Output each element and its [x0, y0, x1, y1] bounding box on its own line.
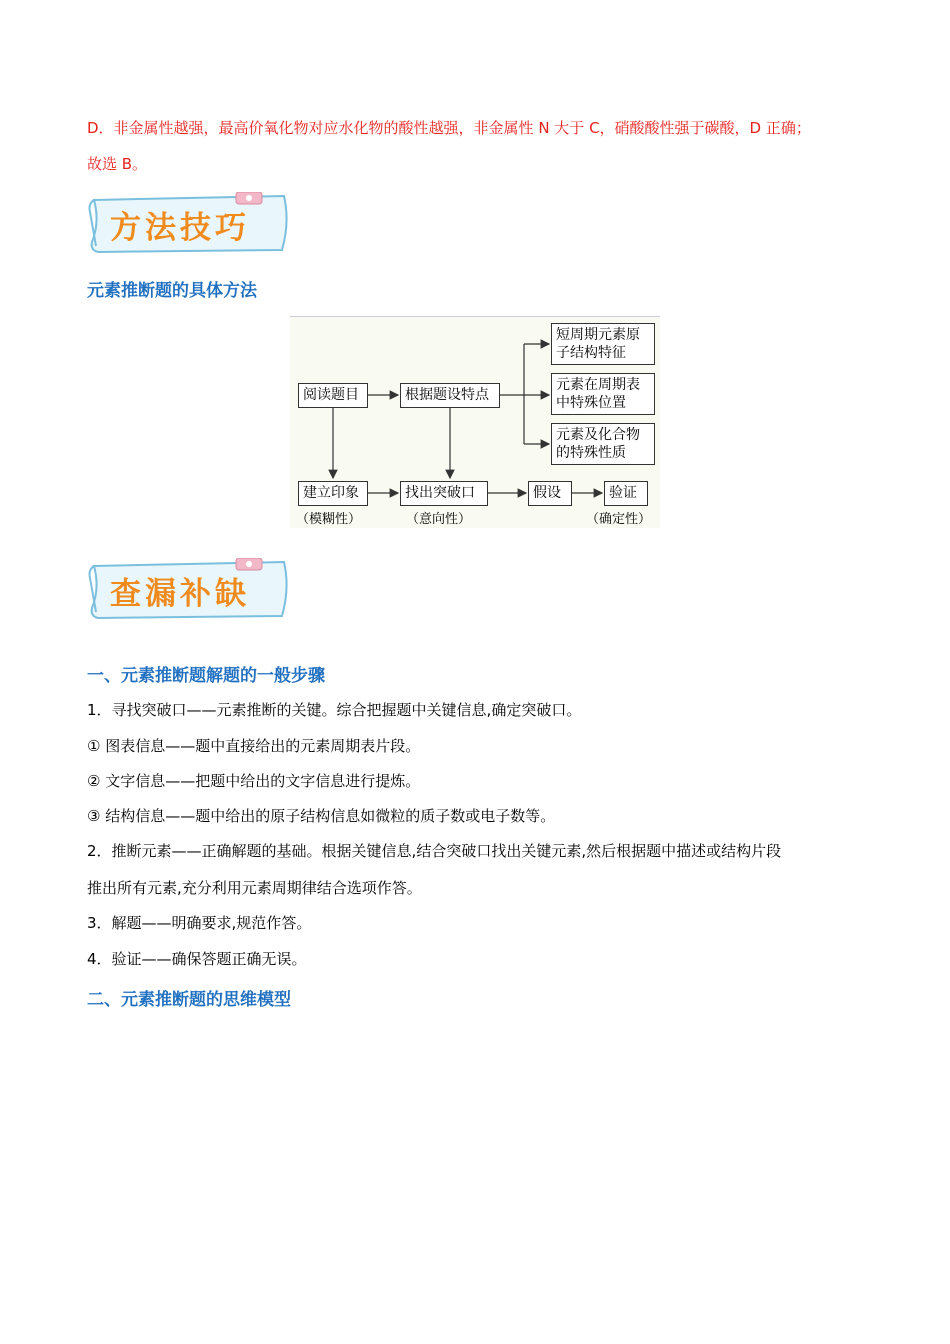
banner-title: 查漏补缺: [110, 576, 250, 612]
step-4: 4．验证——确保答题正确无误。: [87, 950, 307, 968]
box-breakthrough: 找出突破口: [400, 481, 488, 506]
step-1: 1．寻找突破口——元素推断的关键。综合把握题中关键信息,确定突破口。: [87, 701, 582, 719]
flow-diagram: [290, 316, 660, 528]
box-compound: [551, 423, 655, 465]
answer-conclusion: 故选 B。: [87, 155, 148, 173]
box-by-features: 根据题设特点: [400, 383, 500, 408]
answer-d-line: D．非金属性越强，最高价氧化物对应水化物的酸性越强，非金属性 N 大于 C，硝酸酸性强于碳酸，D 正确；: [87, 119, 811, 137]
box-position: [551, 373, 655, 415]
box-short-period: [551, 323, 655, 365]
section2-title: 二、元素推断题的思维模型: [87, 990, 291, 1010]
section1-title: 一、元素推断题解题的一般步骤: [87, 666, 325, 686]
step-1c: ③ 结构信息——题中给出的原子结构信息如微粒的质子数或电子数等。: [87, 807, 556, 825]
step-3: 3．解题——明确要求,规范作答。: [87, 914, 312, 932]
box-short-period-line1: 短周期元素原: [556, 327, 640, 343]
method-tips-banner: [86, 192, 292, 256]
box-assume: 假设: [528, 481, 572, 506]
gap-filling-banner: [86, 558, 292, 622]
box-short-period-line2: 子结构特征: [556, 345, 626, 361]
step-2b: 推出所有元素,充分利用元素周期律结合选项作答。: [87, 879, 422, 897]
box-compound-line1: 元素及化合物: [556, 427, 640, 443]
box-position-line2: 中特殊位置: [556, 395, 626, 411]
box-read-question: 阅读题目: [298, 383, 368, 408]
box-position-line1: 元素在周期表: [556, 377, 640, 393]
step-2a: 2．推断元素——正确解题的基础。根据关键信息,结合突破口找出关键元素,然后根据题中描述或结构片段: [87, 842, 782, 860]
box-compound-line2: 的特殊性质: [556, 445, 626, 461]
step-1b: ② 文字信息——把题中给出的文字信息进行提炼。: [87, 772, 421, 790]
label-intent: （意向性）: [406, 512, 472, 527]
section-method-title: 元素推断题的具体方法: [87, 281, 257, 301]
label-fuzzy: （模糊性）: [296, 512, 362, 527]
banner-title: 方法技巧: [110, 210, 250, 246]
label-certain: （确定性）: [586, 512, 652, 527]
box-impression: 建立印象: [298, 481, 368, 506]
step-1a: ① 图表信息——题中直接给出的元素周期表片段。: [87, 737, 421, 755]
box-verify: 验证: [604, 481, 648, 506]
